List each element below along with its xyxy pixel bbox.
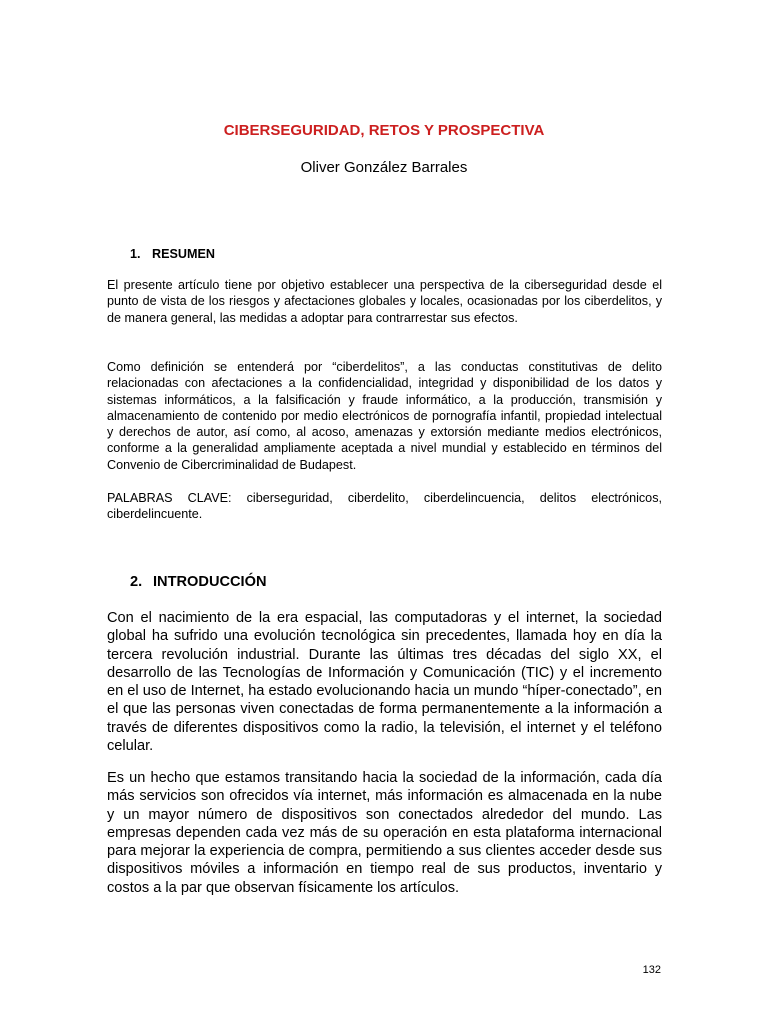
section-number: 2. [130,574,143,590]
abstract-paragraph: El presente artículo tiene por objetivo establecer una perspectiva de la ciberseguridad desde el punto de vista de los riesgos y afectaciones globales y locales, ocasionadas por los ciberdelitos, y de manera general, las medidas a adoptar para contrarrestar sus efectos. [107,278,662,325]
document-title: CIBERSEGURIDAD, RETOS Y PROSPECTIVA [223,122,545,139]
keywords-paragraph: PALABRAS CLAVE: ciberseguridad, ciberdelito, ciberdelincuencia, delitos electrónicos, ciberdelincuente. [107,491,662,522]
section-title: RESUMEN [152,247,215,261]
definition-paragraph: Como definición se entenderá por “ciberdelitos”, a las conductas constitutivas de delito relacionadas con afectaciones a la confidencialidad, integridad y disponibilidad de los datos y sistemas informáticos, a la falsificación y fraude informático, a la producción, transmisión y almacenamiento de contenido por medio electrónicos de pornografía infantil, propiedad intelectual y derechos de autor, así como, al acoso, amenazas y extorsión mediante medios electrónicos, conforme a la generalidad ampliamente aceptada a nivel mundial y establecido en términos del Convenio de Cibercriminalidad de Budapest. [107,360,662,472]
document-author: Oliver González Barrales [300,159,468,176]
intro-paragraph: Con el nacimiento de la era espacial, las computadoras y el internet, la sociedad global ha sufrido una evolución tecnológica sin precedentes, llamada hoy en día la tercera revolución industrial. Durante las últimas tres décadas del siglo XX, el desarrollo de las Tecnologías de Información y Comunicación (TIC) y el incremento en el uso de Internet, ha estado evolucionando hacia un mundo “híper-conectado”, en el que las personas viven conectadas de forma permanentemente a la información a través de diferentes dispositivos como la radio, la televisión, el internet y el teléfono celular. [107,610,662,755]
section-number: 1. [130,247,141,261]
intro-paragraph: Es un hecho que estamos transitando hacia la sociedad de la información, cada día más servicios son ofrecidos vía internet, más información es almacenada en la nube y un mayor número de dispositivos son conectados alrededor del mundo. Las empresas dependen cada vez más de su operación en esta plataforma internacional para mejorar la experiencia de compra, permitiendo a sus clientes acceder desde sus dispositivos móviles a información en tiempo real de sus productos, inventario y costos a la par que observan físicamente los artículos. [107,770,662,896]
page-number: 132 [642,964,661,976]
section-title: INTRODUCCIÓN [153,574,267,590]
